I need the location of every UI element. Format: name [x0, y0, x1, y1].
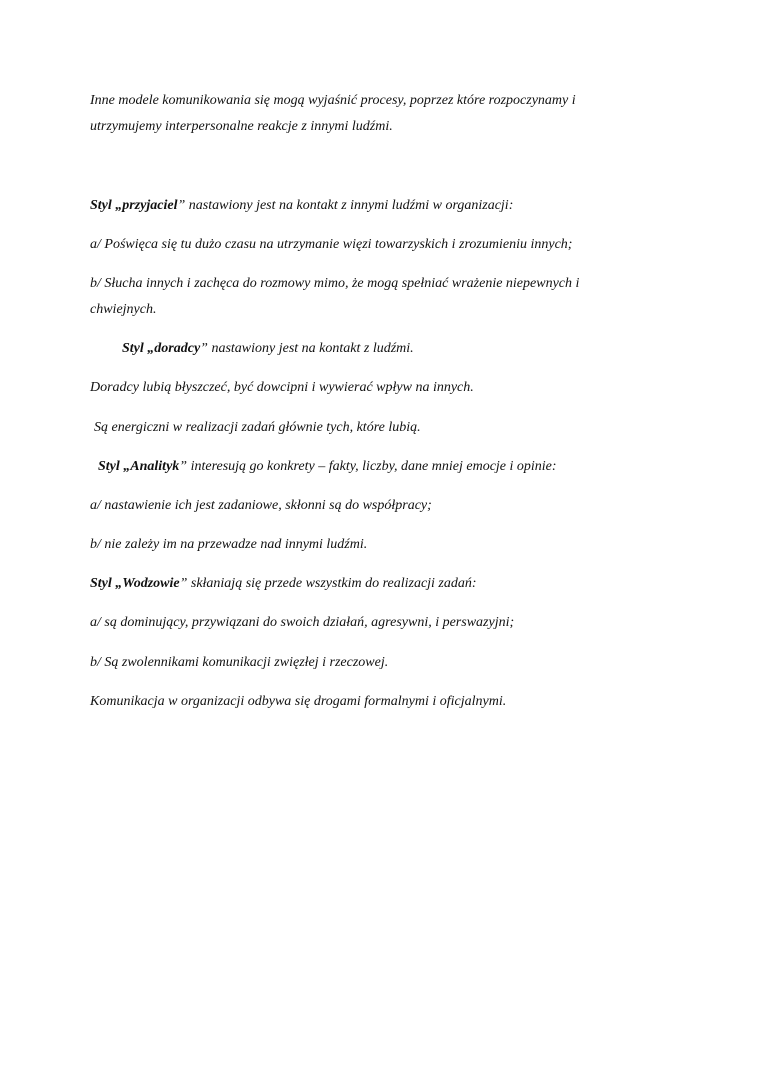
- wodzowie-description: ” skłaniają się przede wszystkim do realizacji zadań:: [179, 576, 477, 591]
- wodzowie-point-b: b/ Są zwolennikami komunikacji zwięzłej i rzeczowej.: [90, 655, 389, 670]
- wodzowie-point-a: a/ są dominujący, przywiązani do swoich działań, agresywni, i perswazyjni;: [90, 615, 515, 630]
- wodzowie-label: Styl „Wodzowie: [90, 576, 180, 591]
- przyjaciel-point-b-line-1: b/ Słucha innych i zachęca do rozmowy mimo, że mogą spełniać wrażenie niepewnych i: [90, 276, 580, 291]
- doradcy-line-1: Doradcy lubią błyszczeć, być dowcipni i wywierać wpływ na innych.: [90, 380, 474, 395]
- doradcy-label: Styl „doradcy: [122, 341, 201, 356]
- analityk-description: ” interesują go konkrety – fakty, liczby, dane mniej emocje i opinie:: [179, 459, 557, 474]
- analityk-label: Styl „Analityk: [98, 459, 180, 474]
- przyjaciel-point-b-line-2: chwiejnych.: [90, 302, 157, 317]
- doradcy-description: ” nastawiony jest na kontakt z ludźmi.: [200, 341, 414, 356]
- przyjaciel-point-a: a/ Poświęca się tu dużo czasu na utrzymanie więzi towarzyskich i zrozumieniu innych;: [90, 237, 573, 252]
- intro-line-1: Inne modele komunikowania się mogą wyjaśnić procesy, poprzez które rozpoczynamy i: [90, 93, 576, 108]
- przyjaciel-description: ” nastawiony jest na kontakt z innymi ludźmi w organizacji:: [177, 198, 514, 213]
- wodzowie-heading: [90, 575, 477, 593]
- przyjaciel-heading: [90, 197, 513, 215]
- analityk-point-a: a/ nastawienie ich jest zadaniowe, skłonni są do współpracy;: [90, 498, 432, 513]
- doradcy-heading: [122, 340, 414, 358]
- analityk-heading: [98, 458, 557, 476]
- intro-line-2: utrzymujemy interpersonalne reakcje z innymi ludźmi.: [90, 119, 393, 134]
- przyjaciel-label: Styl „przyjaciel: [90, 198, 178, 213]
- closing-paragraph: Komunikacja w organizacji odbywa się drogami formalnymi i oficjalnymi.: [90, 694, 507, 709]
- analityk-point-b: b/ nie zależy im na przewadze nad innymi ludźmi.: [90, 537, 368, 552]
- doradcy-line-2: Są energiczni w realizacji zadań głównie tych, które lubią.: [94, 420, 421, 435]
